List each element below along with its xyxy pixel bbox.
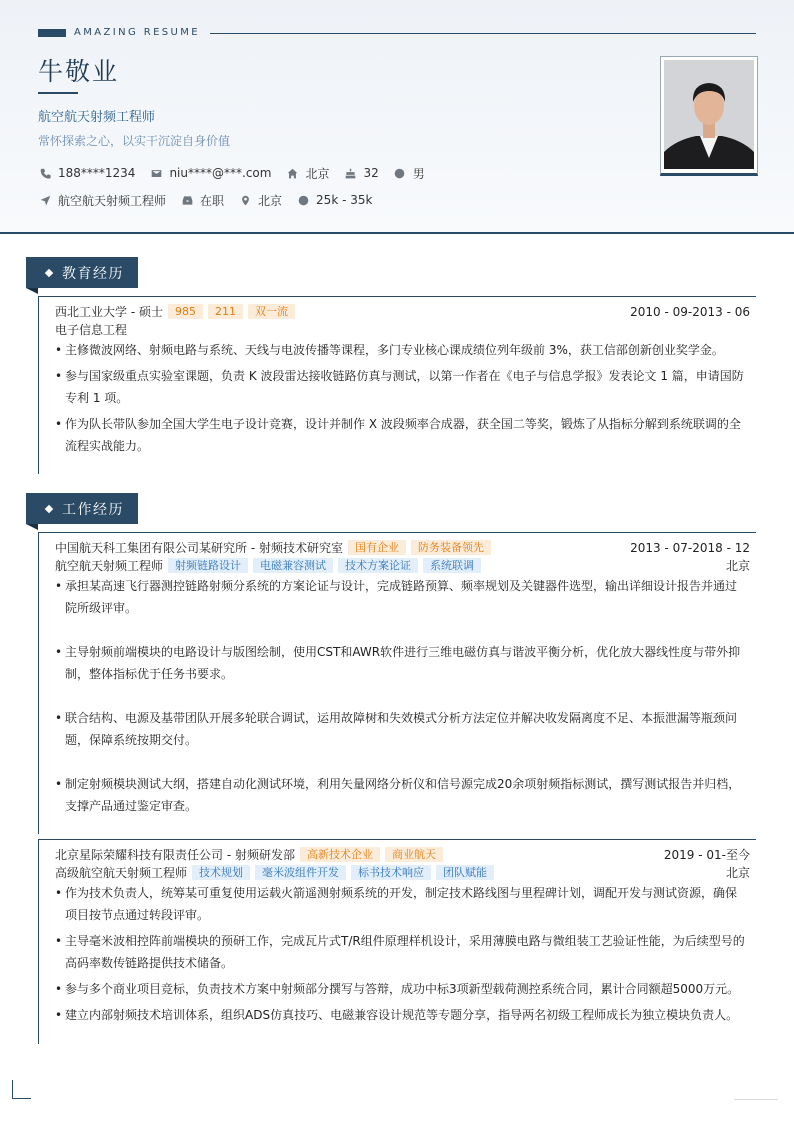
job-bullet: • 参与多个商业项目竞标，负责技术方案中射频部分撰写与答辩，成功中标3项新型载荷测控系统合同，累计合同额超5000万元。: [55, 982, 740, 996]
school-tag: 985: [168, 304, 203, 319]
job-company-row: [55, 539, 750, 556]
section-title-fold: [26, 288, 38, 294]
job-dates: 2013 - 07-2018 - 12: [630, 540, 750, 555]
kicker-divider: [210, 33, 756, 34]
skill-tag: 标书技术响应: [351, 865, 431, 880]
intent-city-text: 北京: [258, 193, 283, 208]
diamond-icon: [45, 268, 53, 276]
company-tag: 高新技术企业: [300, 847, 380, 862]
candidate-name: 牛敬业: [38, 57, 120, 86]
job-title: 航空航天射频工程师: [38, 110, 156, 125]
job-bullet: • 主导毫米波相控阵前端模块的预研工作，完成瓦片式T/R组件原理样机设计，采用薄膜电路与微组装工艺验证性能，为后续型号的高码率数传链路提供技术储备。: [55, 934, 745, 970]
work-divider: [38, 532, 756, 533]
diamond-icon: [45, 504, 53, 512]
location-icon: [238, 193, 252, 207]
job-location: 北京: [725, 559, 750, 573]
job-bullet: • 联合结构、电源及基带团队开展多轮联合调试，运用故障树和失效模式分析方法定位并解决收发隔离度不足、本振泄漏等瓶颈问题，保障系统按期交付。: [55, 711, 738, 747]
major-name: 电子信息工程: [55, 323, 128, 337]
education-bullet: • 参与国家级重点实验室课题，负责 K 波段雷达接收链路仿真与测试，以第一作者在《电子与信息学报》发表论文 1 篇，申请国防专利 1 项。: [55, 369, 744, 405]
job-role: 航空航天射频工程师: [55, 559, 164, 573]
gender-item: [393, 165, 425, 182]
gender-text: 男: [412, 166, 425, 181]
salary-item: [296, 193, 372, 207]
intent-position-text: 航空航天射频工程师: [58, 193, 167, 208]
age-text: 32: [363, 166, 379, 180]
city-text: 北京: [305, 166, 330, 181]
skill-tag: 电磁兼容测试: [253, 558, 333, 573]
education-title-text: 教育经历: [62, 265, 124, 282]
skill-tag: 毫米波组件开发: [255, 865, 346, 880]
city-item: [285, 165, 329, 182]
contact-info-line: [38, 164, 439, 182]
job-bullet: • 制定射频模块测试大纲，搭建自动化测试环境，利用矢量网络分析仪和信号源完成20余项射频指标测试，撰写测试报告并归档，支撑产品通过鉴定审查。: [55, 777, 741, 813]
education-school-row: [55, 303, 750, 320]
school-tag: 双一流: [248, 304, 295, 319]
company-tag: 商业航天: [385, 847, 443, 862]
education-major-row: [55, 321, 750, 338]
job-role-row: [55, 864, 750, 881]
skill-tag: 技术方案论证: [338, 558, 418, 573]
skill-tag: 技术规划: [192, 865, 250, 880]
work-section-title: [26, 493, 138, 524]
send-icon: [38, 193, 52, 207]
job-bullet: • 主导射频前端模块的电路设计与版图绘制，使用CST和AWR软件进行三维电磁仿真与谐波平衡分析，优化放大器线性度与带外抑制，整体指标优于任务书要求。: [55, 645, 741, 681]
company-tag: 防务装备领先: [411, 540, 491, 555]
job-company-row: [55, 846, 750, 863]
job-role-row: [55, 557, 750, 574]
job-intent-line: [38, 191, 386, 209]
job-timeline-line: [38, 532, 39, 834]
status-item: [180, 192, 224, 209]
school-tag: 211: [208, 304, 243, 319]
email-item: [149, 166, 271, 180]
job-bullet: • 作为技术负责人，统筹某可重复使用运载火箭遥测射频系统的开发，制定技术路线图与里程碑计划，调配开发与测试资源，确保项目按节点通过转段评审。: [55, 886, 738, 922]
job-divider: [38, 839, 756, 840]
company-name: 北京星际荣耀科技有限责任公司 - 射频研发部: [55, 848, 295, 862]
education-bullet: • 主修微波网络、射频电路与系统、天线与电波传播等课程，多门专业核心课成绩位列年级前 3%，获工信部创新创业奖学金。: [55, 343, 724, 357]
company-name: 中国航天科工集团有限公司某研究所 - 射频技术研究室: [55, 541, 343, 555]
school-name: 西北工业大学 - 硕士: [55, 305, 163, 319]
profile-photo: [664, 60, 754, 169]
work-title-text: 工作经历: [62, 501, 124, 518]
cake-icon: [343, 166, 357, 180]
job-bullet: • 承担某高速飞行器测控链路射频分系统的方案论证与设计，完成链路预算、频率规划及关键器件选型，输出详细设计报告并通过院所级评审。: [55, 579, 738, 615]
company-tag: 国有企业: [348, 540, 406, 555]
intent-position-item: [38, 192, 166, 209]
skill-tag: 系统联调: [423, 558, 481, 573]
kicker-text: AMAZING RESUME: [74, 27, 200, 38]
education-section-title: [26, 257, 138, 288]
job-role: 高级航空航天射频工程师: [55, 866, 188, 880]
age-item: [343, 166, 378, 180]
education-divider: [38, 296, 756, 297]
email-text: niu****@***.com: [169, 166, 272, 180]
education-timeline-line: [38, 296, 39, 474]
motto: 常怀探索之心，以实干沉淀自身价值: [38, 134, 231, 148]
salary-text: 25k - 35k: [316, 193, 373, 207]
page-corner-mark: [12, 1080, 31, 1099]
job-bullet: • 建立内部射频技术培训体系，组织ADS仿真技巧、电磁兼容设计规范等专题分享，指导两名初级工程师成长为独立模块负责人。: [55, 1008, 739, 1022]
mail-icon: [149, 166, 163, 180]
phone-text: 188****1234: [58, 166, 136, 180]
kicker-bar: [38, 29, 66, 37]
education-dates: 2010 - 09-2013 - 06: [630, 304, 750, 319]
profile-photo-frame: [660, 56, 758, 176]
job-timeline-line: [38, 839, 39, 1044]
job-dates: 2019 - 01-至今: [663, 848, 750, 862]
skill-tag: 射频链路设计: [168, 558, 248, 573]
phone-icon: [38, 166, 52, 180]
status-text: 在职: [200, 193, 225, 208]
gender-icon: [393, 166, 407, 180]
salary-icon: [296, 193, 310, 207]
skill-tag: 团队赋能: [436, 865, 494, 880]
intent-city-item: [238, 192, 282, 209]
home-icon: [285, 166, 299, 180]
name-underline: [38, 92, 78, 94]
phone-item: [38, 166, 135, 180]
page-footer-line: [734, 1099, 778, 1100]
inbox-icon: [180, 193, 194, 207]
section-title-fold: [26, 524, 38, 530]
education-bullet: • 作为队长带队参加全国大学生电子设计竞赛，设计并制作 X 波段频率合成器，获全国二等奖，锻炼了从指标分解到系统联调的全流程实战能力。: [55, 417, 741, 453]
resume-header: [0, 0, 794, 234]
job-location: 北京: [725, 866, 750, 880]
